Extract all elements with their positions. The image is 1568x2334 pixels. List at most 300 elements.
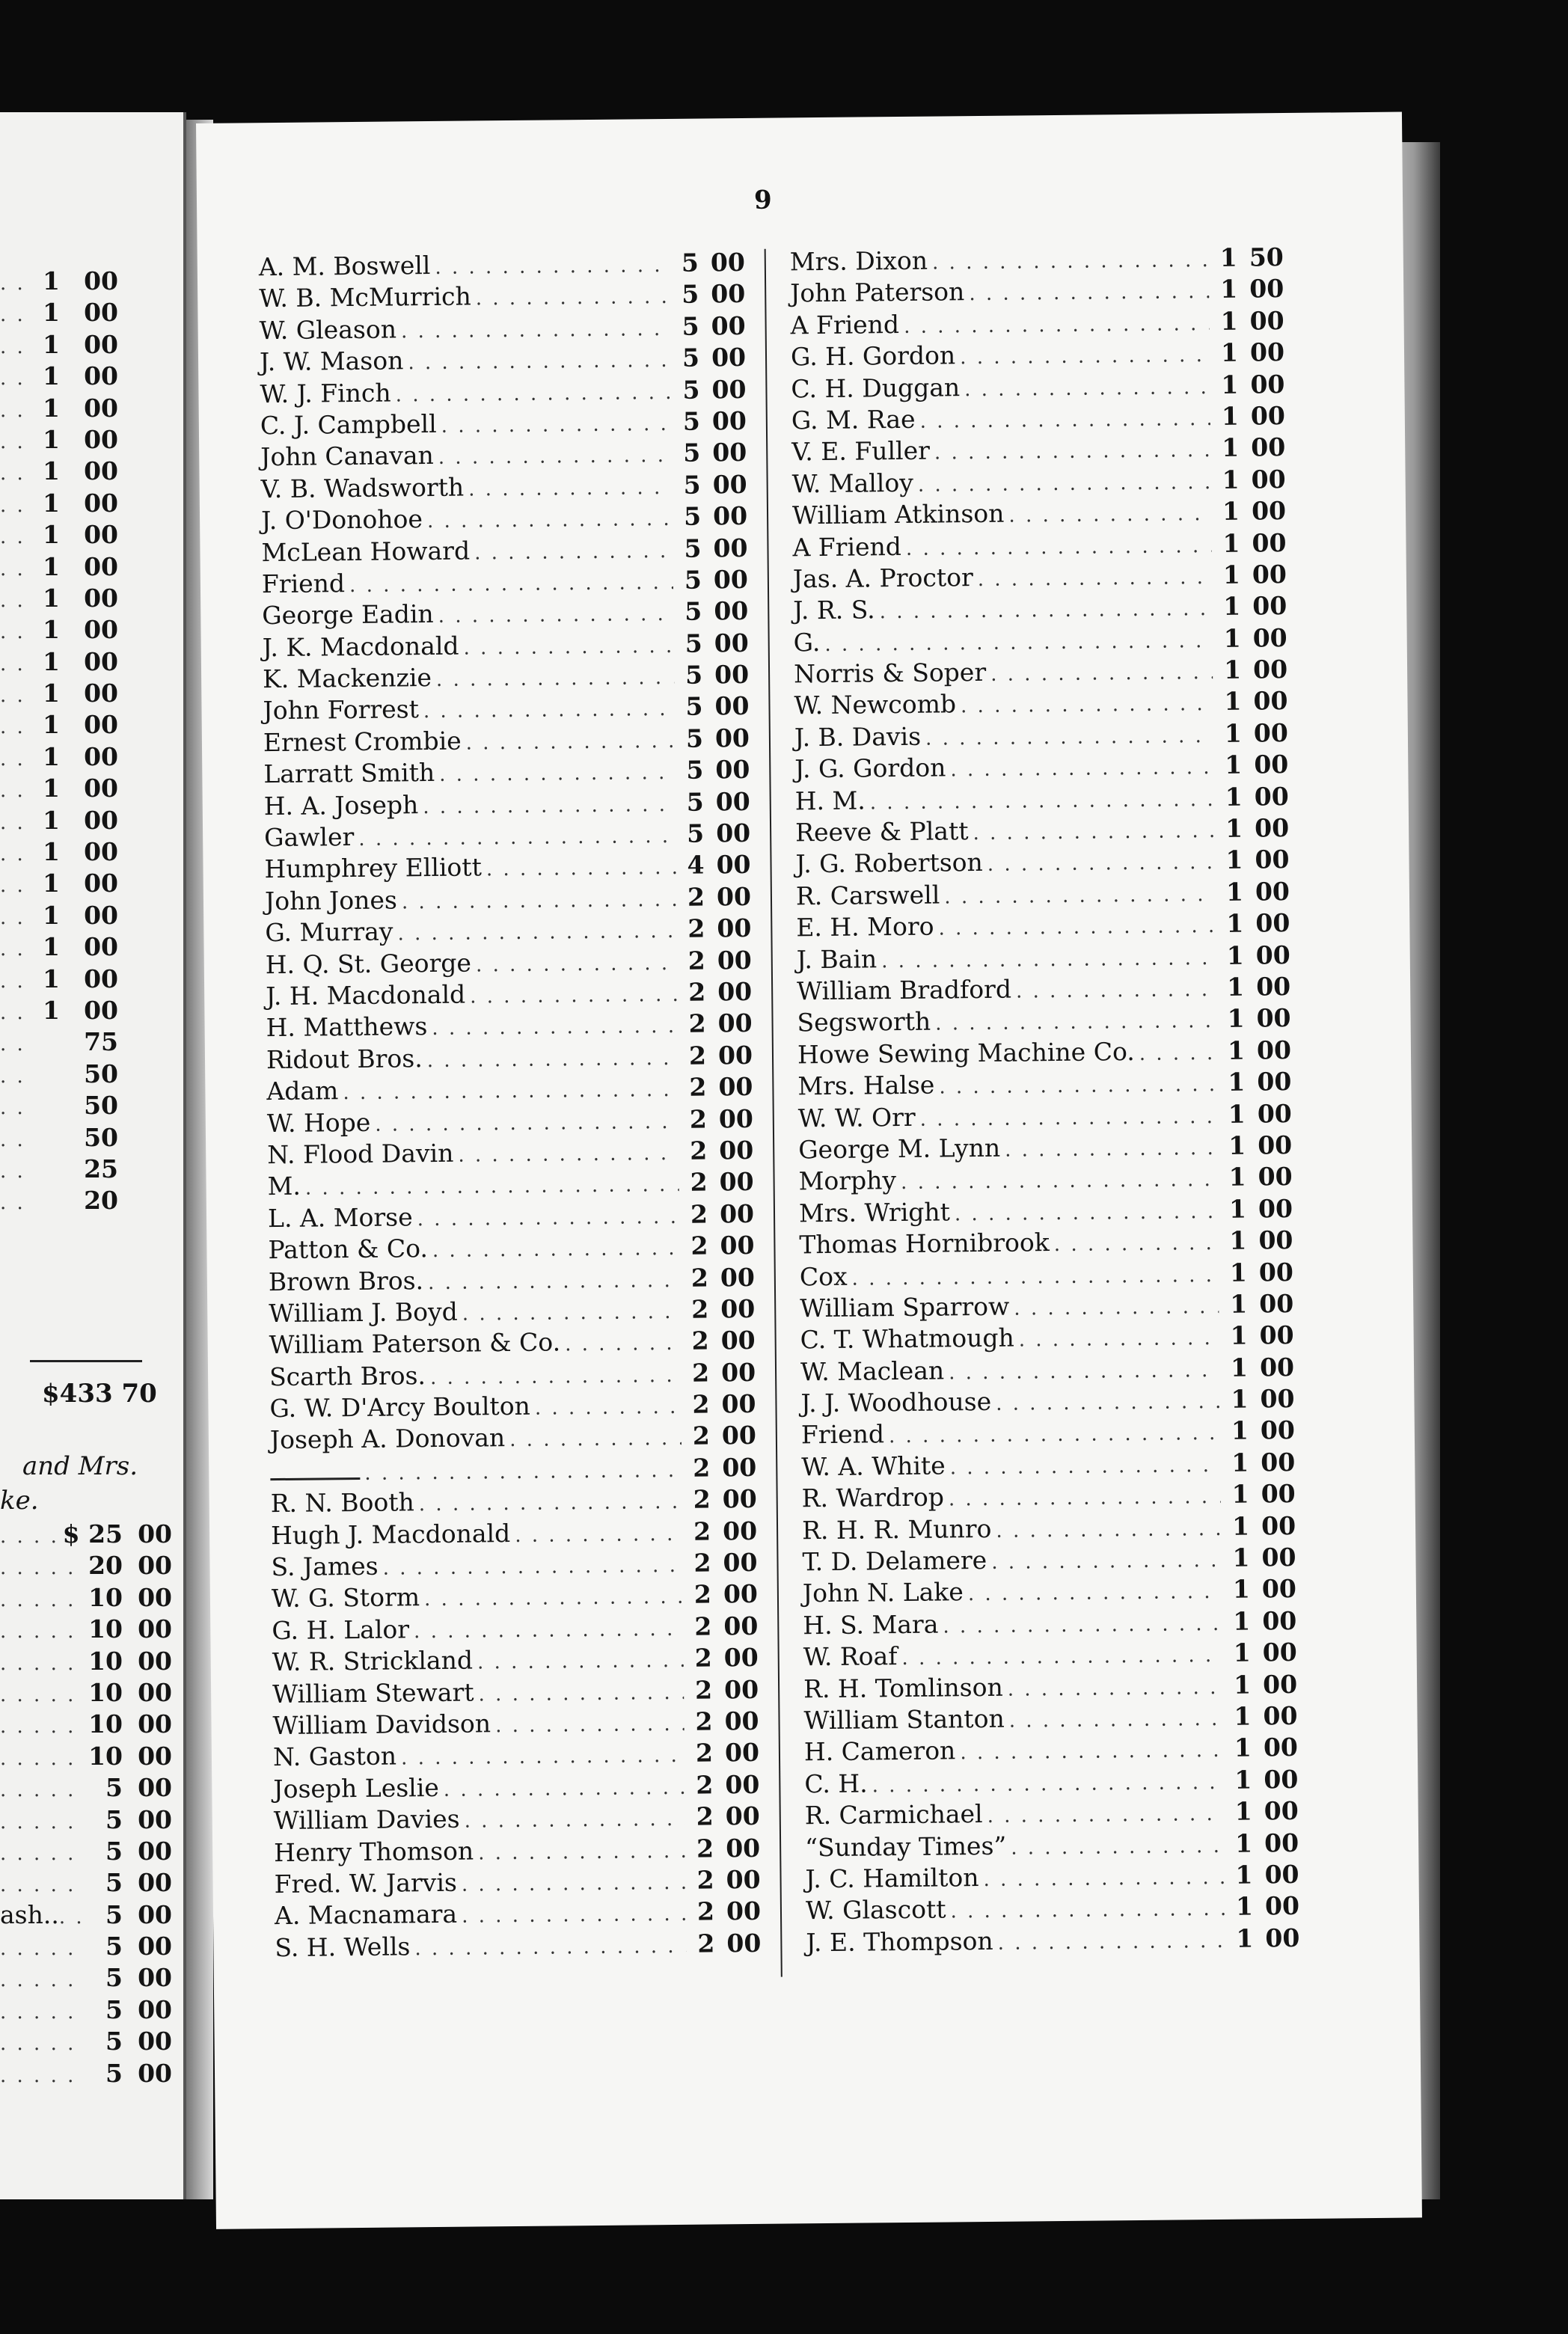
amount-dollars: 1 bbox=[43, 520, 60, 550]
dot-leader bbox=[509, 1423, 682, 1457]
amount-dollars: 1 bbox=[1222, 560, 1241, 589]
list-item bbox=[266, 945, 752, 981]
subscriber-name: Cox bbox=[799, 1261, 848, 1291]
amount-cents: 00 bbox=[138, 1994, 172, 2024]
dot-leader bbox=[961, 688, 1213, 723]
amount-dollars: 5 bbox=[683, 438, 701, 468]
list-item bbox=[260, 342, 746, 379]
dot-leader bbox=[0, 585, 30, 616]
amount-cents: 00 bbox=[1258, 1193, 1293, 1224]
amount-cents: 00 bbox=[720, 1357, 756, 1388]
amount-cents: 00 bbox=[1252, 655, 1288, 684]
amount-cents: 00 bbox=[1261, 1479, 1296, 1509]
amount-cents: 00 bbox=[84, 710, 118, 740]
amount-cents: 00 bbox=[722, 1484, 757, 1514]
amount-dollars: 1 bbox=[1228, 1194, 1247, 1224]
amount-cents: 00 bbox=[726, 1864, 761, 1895]
amount-dollars: 1 bbox=[1221, 370, 1239, 399]
dot-leader bbox=[535, 1391, 682, 1424]
amount-cents: 00 bbox=[84, 361, 118, 391]
amount-cents: 00 bbox=[84, 646, 118, 676]
amount-dollars: 2 bbox=[693, 1484, 711, 1514]
list-item bbox=[263, 723, 750, 759]
subscriber-name: H. M. bbox=[794, 785, 866, 815]
amount-dollars: 1 bbox=[43, 646, 60, 676]
dot-leader bbox=[1014, 1291, 1219, 1325]
subscriber-name: G. bbox=[793, 627, 821, 658]
amount-cents: 00 bbox=[84, 583, 118, 613]
amount-dollars: 1 bbox=[43, 551, 60, 581]
dot-leader bbox=[414, 1931, 686, 1965]
amount-dollars: 10 bbox=[88, 1646, 123, 1676]
dot-leader bbox=[430, 1360, 682, 1394]
list-item bbox=[271, 1483, 757, 1520]
dot-leader bbox=[0, 1124, 30, 1156]
amount-cents: 00 bbox=[711, 343, 747, 373]
dot-leader bbox=[0, 1616, 81, 1647]
subscriber-name: Morphy bbox=[798, 1166, 897, 1196]
list-item bbox=[273, 1737, 759, 1774]
amount-dollars: 1 bbox=[43, 615, 60, 645]
amount-dollars: 10 bbox=[88, 1741, 123, 1771]
amount-cents: 00 bbox=[1256, 971, 1291, 1002]
amount-dollars: $ 25 bbox=[62, 1519, 123, 1549]
list-item bbox=[791, 369, 1284, 405]
amount-cents: 00 bbox=[1253, 686, 1288, 716]
dot-leader bbox=[1016, 974, 1216, 1008]
list-item bbox=[804, 1764, 1298, 1801]
amount-dollars: 1 bbox=[43, 995, 60, 1025]
subscriber-column-1 bbox=[259, 247, 762, 1964]
amount-dollars: 1 bbox=[43, 361, 60, 391]
subscriber-name: J. K. Macdonald bbox=[262, 631, 459, 662]
amount-cents: 00 bbox=[726, 1896, 762, 1926]
dot-leader bbox=[495, 1709, 685, 1742]
list-item bbox=[266, 1008, 752, 1044]
dot-leader bbox=[438, 440, 673, 474]
dot-leader bbox=[870, 784, 1214, 819]
amount-cents: 00 bbox=[1252, 622, 1287, 653]
dot-leader bbox=[987, 847, 1215, 880]
dot-leader bbox=[925, 720, 1213, 755]
amount-cents: 00 bbox=[1261, 1510, 1296, 1541]
dot-leader bbox=[0, 1061, 30, 1092]
dot-leader bbox=[934, 435, 1211, 469]
list-item bbox=[0, 1931, 180, 1962]
list-item bbox=[791, 400, 1285, 437]
amount-dollars: 5 bbox=[685, 596, 702, 627]
subscriber-name: John N. Lake bbox=[802, 1577, 964, 1608]
dot-leader bbox=[0, 1711, 81, 1742]
list-item bbox=[791, 337, 1284, 373]
dot-leader bbox=[872, 1767, 1223, 1802]
amount-cents: 00 bbox=[1258, 1257, 1293, 1287]
list-item bbox=[797, 1002, 1290, 1039]
dot-leader bbox=[462, 1899, 686, 1932]
amount-cents: 00 bbox=[138, 1773, 172, 1803]
left-page bbox=[0, 112, 186, 2199]
list-item bbox=[798, 1098, 1292, 1135]
dot-leader bbox=[983, 1862, 1224, 1896]
list-item bbox=[0, 424, 180, 456]
amount-dollars: 2 bbox=[696, 1801, 714, 1831]
subscriber-name: G. Murray bbox=[265, 916, 393, 948]
dot-leader bbox=[468, 472, 673, 506]
list-item bbox=[0, 551, 180, 583]
amount-dollars: 1 bbox=[1234, 1828, 1253, 1858]
subscriber-name: Thomas Hornibrook bbox=[799, 1228, 1050, 1260]
dot-leader bbox=[463, 631, 674, 664]
amount-dollars: 1 bbox=[1226, 908, 1244, 939]
amount-cents: 00 bbox=[712, 469, 747, 500]
amount-cents: 00 bbox=[1249, 305, 1284, 336]
amount-cents: 00 bbox=[724, 1674, 759, 1704]
dot-leader bbox=[0, 1521, 63, 1552]
list-item bbox=[268, 1230, 754, 1266]
amount-cents: 00 bbox=[1259, 1288, 1294, 1319]
list-item bbox=[0, 773, 180, 804]
list-item bbox=[269, 1261, 755, 1298]
subscriber-name: R. H. Tomlinson bbox=[803, 1672, 1003, 1703]
list-item bbox=[801, 1415, 1295, 1451]
amount-cents: 00 bbox=[723, 1643, 759, 1673]
amount-cents: 00 bbox=[1264, 1891, 1300, 1921]
list-item bbox=[260, 405, 747, 442]
amount-cents: 00 bbox=[1262, 1638, 1297, 1667]
dot-leader bbox=[436, 662, 675, 696]
dot-leader bbox=[0, 1807, 81, 1838]
list-item bbox=[0, 1709, 180, 1740]
list-item bbox=[803, 1573, 1296, 1610]
list-item bbox=[0, 456, 180, 487]
dot-leader bbox=[478, 1835, 685, 1869]
amount-dollars: 2 bbox=[688, 1008, 706, 1039]
amount-cents: 00 bbox=[84, 900, 118, 930]
amount-dollars: 1 bbox=[43, 456, 60, 486]
amount-cents: 00 bbox=[138, 1899, 172, 1929]
dot-leader bbox=[462, 1867, 686, 1901]
list-item bbox=[0, 709, 180, 741]
list-item bbox=[790, 305, 1284, 342]
subscriber-name: H. Cameron bbox=[803, 1736, 956, 1767]
amount-cents: 50 bbox=[84, 1091, 118, 1121]
list-item bbox=[269, 1357, 756, 1394]
amount-dollars: 1 bbox=[43, 266, 60, 295]
dot-leader bbox=[978, 562, 1213, 595]
amount-cents: 00 bbox=[138, 1836, 172, 1866]
amount-dollars: 1 bbox=[43, 805, 60, 835]
amount-cents: 00 bbox=[1259, 1352, 1295, 1382]
list-item bbox=[0, 836, 180, 868]
subscriber-name: J. C. Hamilton bbox=[805, 1862, 979, 1894]
list-item bbox=[0, 361, 180, 392]
subscriber-name: William Bradford bbox=[796, 974, 1012, 1006]
list-item bbox=[794, 717, 1288, 754]
amount-dollars: 20 bbox=[88, 1551, 123, 1581]
list-item bbox=[791, 464, 1285, 500]
subscriber-name: Joseph Leslie bbox=[273, 1772, 440, 1804]
amount-dollars: 2 bbox=[688, 977, 706, 1007]
dot-leader bbox=[0, 458, 30, 489]
dot-leader bbox=[1009, 1703, 1223, 1737]
subscriber-name: C. J. Campbell bbox=[260, 408, 437, 441]
list-item bbox=[802, 1510, 1296, 1547]
amount-dollars: 1 bbox=[1220, 306, 1238, 336]
amount-dollars: 1 bbox=[1235, 1891, 1254, 1922]
list-item bbox=[272, 1578, 758, 1615]
amount-dollars: 2 bbox=[687, 913, 705, 943]
list-item bbox=[0, 1994, 180, 2026]
amount-cents: 00 bbox=[715, 786, 750, 817]
amount-cents: 00 bbox=[84, 393, 118, 423]
amount-cents: 00 bbox=[1259, 1320, 1294, 1350]
amount-cents: 00 bbox=[1250, 369, 1285, 399]
amount-cents: 00 bbox=[720, 1262, 756, 1292]
list-item bbox=[794, 685, 1287, 722]
list-item bbox=[0, 1899, 180, 1931]
amount-cents: 00 bbox=[723, 1547, 758, 1578]
amount-dollars: 1 bbox=[1225, 877, 1244, 907]
dot-leader bbox=[0, 426, 30, 458]
subscriber-name: Fred. W. Jarvis bbox=[274, 1867, 458, 1899]
dot-leader bbox=[476, 947, 677, 981]
list-item bbox=[269, 1325, 755, 1362]
list-item bbox=[0, 2026, 180, 2057]
subscriber-name: Ernest Crombie bbox=[263, 726, 462, 758]
list-item bbox=[275, 1896, 761, 1932]
subscriber-name: John Jones bbox=[264, 885, 398, 916]
amount-cents: 00 bbox=[84, 837, 118, 867]
left-page-amounts-2 bbox=[0, 1519, 180, 2089]
dot-leader bbox=[0, 1584, 81, 1616]
dot-leader bbox=[0, 1838, 81, 1869]
subscriber-name: W. Maclean bbox=[800, 1356, 945, 1386]
amount-dollars: 5 bbox=[684, 565, 702, 595]
amount-cents: 00 bbox=[84, 741, 118, 771]
amount-dollars: 1 bbox=[43, 774, 60, 803]
list-item bbox=[260, 374, 746, 411]
amount-cents: 00 bbox=[1261, 1574, 1297, 1604]
dot-leader bbox=[990, 657, 1213, 690]
subscriber-name: William Sparrow bbox=[800, 1291, 1010, 1323]
list-item bbox=[801, 1478, 1295, 1515]
subscriber-name: G. H. Gordon bbox=[790, 340, 956, 372]
amount-dollars: 2 bbox=[697, 1929, 715, 1958]
dot-leader bbox=[0, 744, 30, 775]
list-item bbox=[266, 976, 752, 1013]
list-item bbox=[266, 1071, 753, 1108]
amount-dollars: 1 bbox=[1227, 1003, 1245, 1034]
list-item bbox=[797, 940, 1290, 976]
dot-leader bbox=[943, 1608, 1222, 1643]
amount-dollars: 5 bbox=[685, 692, 703, 722]
amount-cents: 00 bbox=[138, 1932, 172, 1961]
dot-leader bbox=[476, 281, 671, 315]
amount-dollars: 5 bbox=[681, 248, 699, 278]
amount-dollars: 5 bbox=[682, 343, 700, 373]
amount-cents: 00 bbox=[722, 1516, 758, 1546]
amount-dollars: 2 bbox=[693, 1516, 711, 1546]
amount-dollars: 1 bbox=[43, 741, 60, 771]
subscriber-name: G. H. Lalor bbox=[272, 1614, 410, 1645]
amount-dollars: 2 bbox=[689, 1104, 707, 1134]
dot-leader bbox=[349, 567, 673, 602]
subscriber-name: Jas. A. Proctor bbox=[792, 562, 973, 594]
list-item bbox=[275, 1928, 761, 1964]
amount-dollars: 1 bbox=[1222, 496, 1240, 526]
list-item bbox=[269, 1388, 756, 1425]
list-item bbox=[272, 1706, 759, 1742]
subscriber-name: Hugh J. Macdonald bbox=[270, 1518, 511, 1550]
dot-leader bbox=[991, 1545, 1222, 1578]
amount-cents: 00 bbox=[711, 405, 747, 436]
list-item bbox=[804, 1732, 1298, 1768]
amount-cents: 50 bbox=[1249, 242, 1284, 272]
amount-cents: 00 bbox=[1252, 559, 1287, 589]
amount-cents: 00 bbox=[1252, 527, 1287, 557]
subscriber-name: John Forrest bbox=[263, 694, 420, 726]
list-item bbox=[790, 273, 1284, 310]
list-item bbox=[261, 532, 747, 569]
amount-cents: 00 bbox=[1264, 1764, 1299, 1795]
dot-leader bbox=[1139, 1038, 1217, 1070]
amount-cents: 00 bbox=[84, 774, 118, 803]
amount-cents: 00 bbox=[722, 1452, 757, 1483]
amount-dollars: 1 bbox=[1231, 1416, 1249, 1446]
amount-dollars: 2 bbox=[696, 1770, 714, 1800]
dot-leader bbox=[470, 979, 677, 1013]
amount-cents: 00 bbox=[138, 1582, 172, 1612]
amount-dollars: 5 bbox=[685, 660, 703, 690]
amount-cents: 00 bbox=[1262, 1605, 1297, 1636]
amount-dollars: 10 bbox=[88, 1614, 123, 1644]
right-page bbox=[196, 112, 1422, 2229]
list-item bbox=[0, 329, 180, 361]
amount-dollars: 1 bbox=[1229, 1225, 1247, 1255]
list-item bbox=[263, 628, 749, 664]
amount-dollars: 1 bbox=[1232, 1574, 1251, 1605]
subscriber-name: Patton & Co. bbox=[268, 1234, 429, 1265]
amount-cents: 00 bbox=[711, 279, 746, 309]
amount-dollars: 1 bbox=[1226, 940, 1244, 970]
list-item bbox=[270, 1452, 756, 1489]
list-item bbox=[790, 242, 1284, 278]
amount-dollars: 5 bbox=[684, 533, 702, 563]
amount-dollars: 5 bbox=[685, 628, 702, 658]
dot-leader bbox=[419, 1486, 682, 1521]
list-item bbox=[793, 590, 1287, 627]
list-item bbox=[274, 1801, 760, 1837]
dot-leader bbox=[919, 1101, 1217, 1136]
dot-leader bbox=[0, 299, 30, 331]
list-item bbox=[803, 1605, 1296, 1642]
dot-leader bbox=[950, 1893, 1225, 1928]
amount-dollars: 10 bbox=[88, 1709, 123, 1739]
subscriber-name: Scarth Bros. bbox=[269, 1360, 426, 1391]
dot-leader bbox=[375, 1106, 679, 1140]
subscriber-name: H. A. Joseph bbox=[263, 789, 419, 821]
list-item bbox=[264, 818, 750, 854]
list-item bbox=[805, 1827, 1299, 1863]
subscriber-name: John Canavan bbox=[260, 441, 434, 472]
subscriber-name: V. E. Fuller bbox=[791, 435, 931, 467]
subscriber-name: N. Gaston bbox=[272, 1741, 397, 1772]
amount-cents: 00 bbox=[724, 1738, 760, 1768]
list-item bbox=[800, 1288, 1293, 1325]
list-item bbox=[0, 1582, 180, 1614]
dot-leader bbox=[881, 943, 1216, 978]
amount-cents: 00 bbox=[1251, 464, 1286, 494]
amount-cents: 00 bbox=[1261, 1447, 1296, 1477]
dot-leader bbox=[939, 1069, 1216, 1103]
amount-cents: 00 bbox=[720, 1231, 755, 1261]
amount-cents: 00 bbox=[138, 1741, 172, 1771]
list-item bbox=[806, 1890, 1299, 1927]
subscriber-name: Reeve & Platt bbox=[794, 816, 969, 848]
dot-leader bbox=[1008, 498, 1211, 532]
amount-dollars: 2 bbox=[693, 1548, 711, 1578]
amount-cents: 00 bbox=[84, 551, 118, 581]
list-item bbox=[799, 1225, 1293, 1261]
subscriber-name: V. B. Wadsworth bbox=[260, 472, 465, 503]
amount-dollars: 2 bbox=[690, 1167, 708, 1198]
amount-dollars: 1 bbox=[1224, 718, 1243, 748]
dot-leader bbox=[955, 1196, 1219, 1231]
dot-leader bbox=[949, 1355, 1219, 1389]
amount-cents: 75 bbox=[84, 1027, 118, 1057]
list-item bbox=[795, 844, 1289, 880]
dot-leader bbox=[444, 1772, 685, 1807]
amount-dollars: 1 bbox=[1219, 242, 1237, 272]
list-item bbox=[796, 907, 1290, 944]
page-number: 9 bbox=[753, 185, 772, 215]
list-item bbox=[0, 583, 180, 614]
amount-dollars: 2 bbox=[696, 1865, 714, 1895]
amount-dollars: 1 bbox=[43, 679, 60, 708]
subscriber-name: H. Matthews bbox=[266, 1011, 428, 1043]
list-item bbox=[266, 1040, 753, 1076]
dot-leader bbox=[880, 593, 1213, 628]
amount-dollars: 5 bbox=[105, 1773, 123, 1803]
subscriber-name: W. B. McMurrich bbox=[259, 281, 471, 313]
dot-leader bbox=[0, 1933, 81, 1964]
amount-dollars: 2 bbox=[692, 1389, 710, 1419]
amount-dollars: 1 bbox=[43, 393, 60, 423]
left-page-amounts bbox=[0, 266, 180, 1217]
dot-leader bbox=[439, 757, 676, 791]
dot-leader bbox=[0, 268, 30, 299]
list-item bbox=[792, 495, 1286, 532]
list-item bbox=[0, 1122, 180, 1154]
list-item bbox=[798, 1130, 1292, 1166]
amount-cents: 00 bbox=[1253, 717, 1289, 748]
subscriber-name: Norris & Soper bbox=[793, 657, 987, 689]
amount-dollars: 2 bbox=[696, 1833, 714, 1863]
subscriber-name: Henry Thomson bbox=[274, 1836, 474, 1867]
dot-leader bbox=[0, 2060, 81, 2092]
dot-leader bbox=[0, 680, 30, 711]
subscriber-name: J. G. Gordon bbox=[794, 753, 946, 784]
amount-cents: 00 bbox=[1252, 591, 1287, 621]
subscriber-name: Segsworth bbox=[797, 1007, 931, 1038]
amount-dollars: 5 bbox=[105, 1868, 123, 1898]
amount-cents: 00 bbox=[725, 1801, 760, 1831]
dot-leader bbox=[0, 1187, 30, 1219]
amount-cents: 00 bbox=[712, 438, 747, 468]
subscriber-name: N. Flood Davin bbox=[267, 1138, 454, 1170]
dot-leader bbox=[414, 1614, 684, 1648]
amount-cents: 00 bbox=[138, 1963, 172, 1993]
